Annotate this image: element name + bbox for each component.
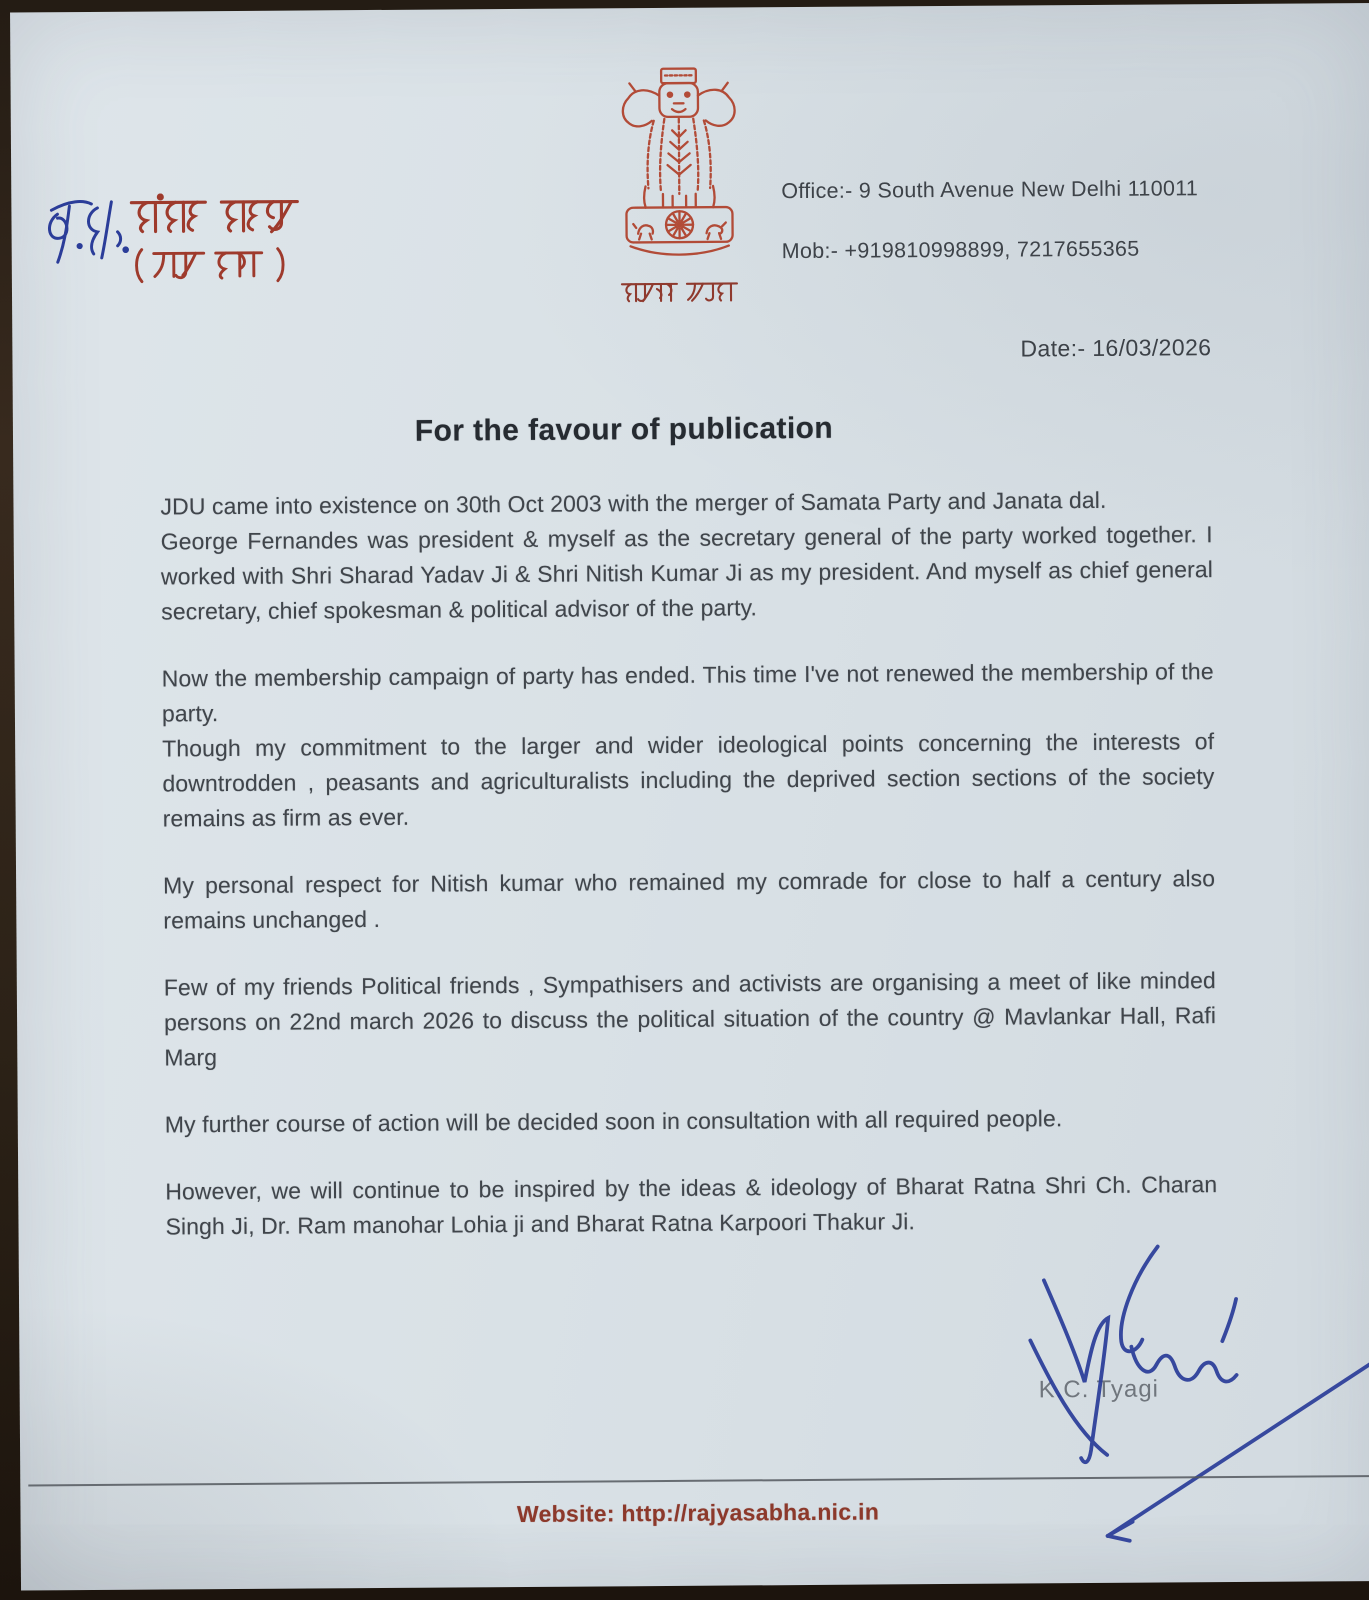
paragraph-block bbox=[163, 861, 1215, 938]
paragraph: My personal respect for Nitish kumar who remained my comrade for close to half a century also remains unchanged . bbox=[163, 865, 1216, 934]
paragraph-block bbox=[164, 963, 1217, 1075]
paragraph-block bbox=[162, 654, 1215, 836]
paragraph: George Fernandes was president & myself as the secretary general of the party worked together. I worked with Shri Sharad Yadav Ji & Shri Nitish Kumar Ji as my president. And myself as chief general secretary, chief spokesman & political advisor of the party. bbox=[160, 521, 1214, 625]
national-emblem bbox=[598, 62, 760, 305]
paragraph: Though my commitment to the larger and wider ideological points concerning the interests of downtrodden , peasants and agriculturalists including the deprived section sections of the society remains as firm as ever. bbox=[162, 728, 1215, 832]
paragraph: My further course of action will be decided soon in consultation with all required people. bbox=[164, 1105, 1063, 1138]
paragraph-block bbox=[160, 482, 1213, 629]
letter-paper bbox=[10, 3, 1369, 1590]
paragraph: Few of my friends Political friends , Sympathisers and activists are organising a meet of like minded persons on 22nd march 2026 to discuss the political situation of the country @ Mavlankar Hall, Rafi Marg bbox=[163, 967, 1217, 1071]
handwritten-signature bbox=[994, 1228, 1369, 1591]
lion-capital-emblem-icon bbox=[603, 62, 754, 275]
paragraph: However, we will continue to be inspired by the ideas & ideology of Bharat Ratna Shri Ch. Charan Singh Ji, Dr. Ram manohar Lohia ji and Bharat Ratna Karpoori Thakur Ji. bbox=[165, 1171, 1218, 1240]
house-hindi-text bbox=[132, 245, 288, 286]
paragraph: JDU came into existence on 30th Oct 2003 with the merger of Samata Party and Janata dal. bbox=[160, 486, 1107, 520]
handwritten-note-hindi bbox=[39, 188, 136, 275]
website-line: Website: http://rajyasabha.nic.in bbox=[516, 1498, 880, 1528]
paragraph-block bbox=[165, 1100, 1217, 1142]
office-address-line: Office:- 9 South Avenue New Delhi 110011 bbox=[781, 176, 1199, 204]
letterhead-left-block bbox=[39, 172, 339, 174]
letter-body bbox=[160, 482, 1217, 1276]
mobile-numbers-line: Mob:- +919810998899, 7217655365 bbox=[781, 236, 1140, 264]
date-line: Date:- 16/03/2026 bbox=[1020, 334, 1212, 362]
satyameva-jayate-motto bbox=[619, 278, 741, 305]
letter-title-text: For the favour of publication bbox=[414, 411, 834, 448]
letter-title bbox=[160, 409, 1212, 450]
signatory-printed-name: K.C. Tyagi bbox=[1038, 1375, 1160, 1404]
paragraph: Now the membership campaign of party has ended. This time I've not renewed the membership of the party. bbox=[161, 658, 1214, 727]
designation-hindi-text bbox=[127, 192, 303, 237]
